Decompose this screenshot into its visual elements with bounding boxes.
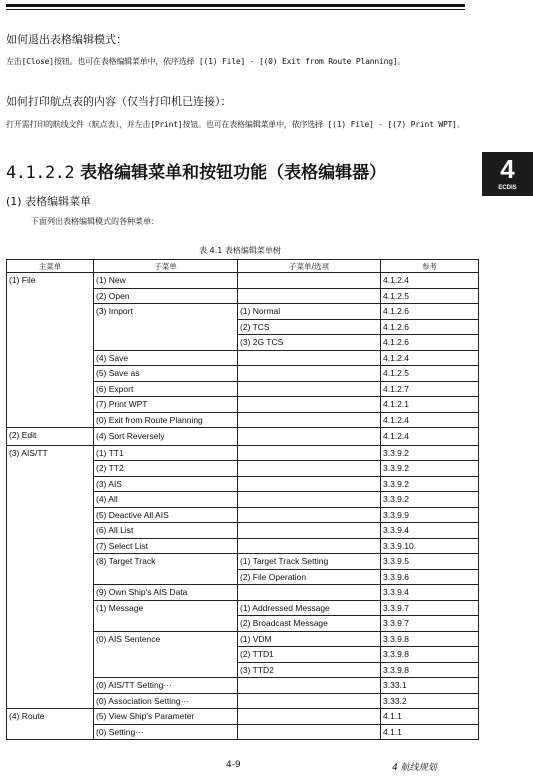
- menu-tree-table: [6, 259, 479, 740]
- reference-cell: 4.1.1: [381, 709, 479, 725]
- reference-cell: 3.3.9.2: [381, 445, 479, 461]
- submenu-cell: (7) Print WPT: [94, 397, 238, 413]
- submenu-cell: (0) AIS Sentence: [94, 631, 238, 678]
- subsection-heading: (1) 表格编辑菜单: [6, 195, 92, 208]
- option-cell: [238, 350, 381, 366]
- table-row: [7, 709, 479, 725]
- reference-cell: 3.3.9.8: [381, 647, 479, 663]
- option-cell: [238, 538, 381, 554]
- reference-cell: 3.3.9.9: [381, 507, 479, 523]
- reference-cell: 3.3.9.8: [381, 662, 479, 678]
- print-heading: 如何打印航点表的内容（仅当打印机已连接）：: [6, 95, 232, 108]
- col-header-option: 子菜单/选项: [238, 260, 381, 273]
- table-row: [7, 445, 479, 461]
- reference-cell: 4.1.2.4: [381, 412, 479, 428]
- col-header-submenu: 子菜单: [94, 260, 238, 273]
- reference-cell: 3.33.2: [381, 693, 479, 709]
- submenu-cell: (2) TT2: [94, 461, 238, 477]
- option-cell: (3) TTD2: [238, 662, 381, 678]
- option-cell: [238, 288, 381, 304]
- option-cell: (2) File Operation: [238, 569, 381, 585]
- table-header-row: [7, 260, 479, 273]
- reference-cell: 3.3.9.8: [381, 631, 479, 647]
- reference-cell: 4.1.2.7: [381, 381, 479, 397]
- table-row: [7, 273, 479, 289]
- submenu-cell: (3) AIS: [94, 476, 238, 492]
- option-cell: [238, 366, 381, 382]
- submenu-cell: (9) Own Ship's AIS Data: [94, 585, 238, 601]
- reference-cell: 3.3.9.7: [381, 600, 479, 616]
- submenu-cell: (4) All: [94, 492, 238, 508]
- option-cell: (1) Normal: [238, 304, 381, 320]
- reference-cell: 3.3.9.5: [381, 554, 479, 570]
- chapter-side-tab: [482, 152, 533, 196]
- header-rule-thin: [6, 9, 465, 10]
- option-cell: [238, 412, 381, 428]
- option-cell: (1) VDM: [238, 631, 381, 647]
- option-cell: [238, 585, 381, 601]
- reference-cell: 4.1.2.4: [381, 273, 479, 289]
- chapter-tab-number: 4: [500, 154, 515, 184]
- option-cell: (2) TCS: [238, 319, 381, 335]
- table-caption: 表 4.1 表格编辑菜单树: [199, 246, 281, 255]
- submenu-cell: (5) Deactive All AIS: [94, 507, 238, 523]
- option-cell: [238, 724, 381, 740]
- submenu-cell: (1) TT1: [94, 445, 238, 461]
- submenu-cell: (0) Exit from Route Planning: [94, 412, 238, 428]
- submenu-cell: (4) Save: [94, 350, 238, 366]
- reference-cell: 3.3.9.6: [381, 569, 479, 585]
- print-text: 打开需打印的航线文件（航点表），并左击[Print]按钮。也可在表格编辑菜单中，依序选择 [(1) File] - [(7) Print WPT]。: [6, 120, 465, 129]
- table-row: [7, 428, 479, 446]
- option-cell: (2) TTD1: [238, 647, 381, 663]
- option-cell: (1) Target Track Setting: [238, 554, 381, 570]
- option-cell: [238, 693, 381, 709]
- option-cell: [238, 678, 381, 694]
- reference-cell: 3.33.1: [381, 678, 479, 694]
- reference-cell: 3.3.9.7: [381, 616, 479, 632]
- submenu-cell: (6) Export: [94, 381, 238, 397]
- submenu-cell: (4) Sort Reversely: [94, 428, 238, 446]
- reference-cell: 3.3.9.2: [381, 476, 479, 492]
- option-cell: (3) 2G TCS: [238, 335, 381, 351]
- section-title-text: 表格编辑菜单和按钮功能（表格编辑器）: [80, 163, 387, 183]
- option-cell: [238, 461, 381, 477]
- page-number: 4-9: [226, 760, 241, 770]
- col-header-main: 主菜单: [7, 260, 94, 273]
- reference-cell: 3.3.9.4: [381, 585, 479, 601]
- option-cell: [238, 428, 381, 446]
- submenu-cell: (1) Message: [94, 600, 238, 631]
- subsection-intro: 下面列出表格编辑模式的各种菜单：: [31, 217, 159, 226]
- submenu-cell: (8) Target Track: [94, 554, 238, 585]
- reference-cell: 4.1.2.5: [381, 288, 479, 304]
- submenu-cell: (6) All List: [94, 523, 238, 539]
- main-menu-cell: (1) File: [7, 273, 94, 428]
- main-menu-cell: (2) Edit: [7, 428, 94, 446]
- option-cell: [238, 273, 381, 289]
- reference-cell: 4.1.2.1: [381, 397, 479, 413]
- option-cell: [238, 476, 381, 492]
- chapter-footer: 4 航线规划: [392, 763, 437, 773]
- option-cell: [238, 381, 381, 397]
- submenu-cell: (0) Association Setting···: [94, 693, 238, 709]
- option-cell: [238, 492, 381, 508]
- submenu-cell: (7) Select List: [94, 538, 238, 554]
- submenu-cell: (1) New: [94, 273, 238, 289]
- option-cell: [238, 445, 381, 461]
- chapter-tab-label: ECDIS: [498, 185, 517, 191]
- reference-cell: 3.3.9.10: [381, 538, 479, 554]
- option-cell: [238, 709, 381, 725]
- exit-mode-text: 左击[Close]按钮。也可在表格编辑菜单中，依序选择 [(1) File] - [(0) Exit from Route Planning]。: [6, 57, 406, 66]
- submenu-cell: (0) AIS/TT Setting···: [94, 678, 238, 694]
- reference-cell: 3.3.9.2: [381, 492, 479, 508]
- option-cell: (1) Addressed Message: [238, 600, 381, 616]
- section-title: [6, 158, 386, 183]
- reference-cell: 4.1.2.6: [381, 335, 479, 351]
- submenu-cell: (5) Save as: [94, 366, 238, 382]
- section-number: 4.1.2.2: [6, 163, 75, 183]
- reference-cell: 3.3.9.4: [381, 523, 479, 539]
- submenu-cell: (2) Open: [94, 288, 238, 304]
- reference-cell: 4.1.2.5: [381, 366, 479, 382]
- option-cell: [238, 507, 381, 523]
- reference-cell: 4.1.1: [381, 724, 479, 740]
- reference-cell: 4.1.2.6: [381, 319, 479, 335]
- submenu-cell: (3) Import: [94, 304, 238, 351]
- exit-mode-heading: 如何退出表格编辑模式：: [6, 33, 127, 46]
- reference-cell: 4.1.2.6: [381, 304, 479, 320]
- option-cell: [238, 523, 381, 539]
- reference-cell: 4.1.2.4: [381, 428, 479, 446]
- reference-cell: 3.3.9.2: [381, 461, 479, 477]
- main-menu-cell: (3) AIS/TT: [7, 445, 94, 709]
- option-cell: (2) Broadcast Message: [238, 616, 381, 632]
- main-menu-cell: (4) Route: [7, 709, 94, 740]
- table-body: [7, 273, 479, 740]
- option-cell: [238, 397, 381, 413]
- submenu-cell: (5) View Ship's Parameter: [94, 709, 238, 725]
- reference-cell: 4.1.2.4: [381, 350, 479, 366]
- submenu-cell: (0) Setting···: [94, 724, 238, 740]
- col-header-reference: 参考: [381, 260, 479, 273]
- header-rule-thick: [6, 4, 465, 7]
